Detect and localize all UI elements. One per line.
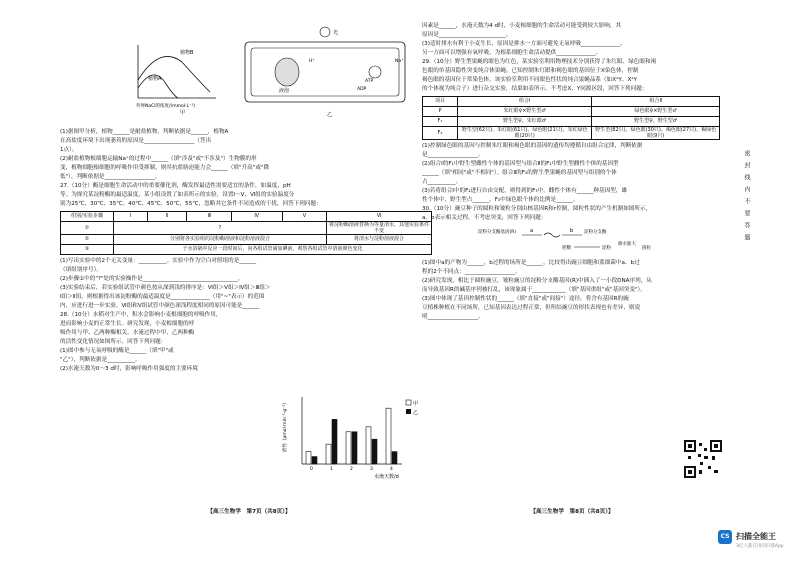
q28-c: 吸作用与甲、乙两种酶相关，水淹过程中甲、乙两种酶 bbox=[60, 330, 195, 336]
plant-a-label: 植物A bbox=[148, 76, 162, 82]
q30-3: (3)图中体现了基因控制性状的______（填"直接"或"间接"）途径。将含有基因R的豌 bbox=[422, 296, 629, 302]
legend-swatch-yi bbox=[406, 409, 411, 414]
right-footer: 【高三生物学 第8页（共8页）】 bbox=[530, 509, 614, 515]
right-page bbox=[422, 0, 722, 520]
plant-b-label: 植物B bbox=[180, 50, 194, 56]
chart-xlabel: 水淹天数/d bbox=[374, 474, 399, 480]
left-footer: 【高三生物学 第7页（共8页）】 bbox=[207, 509, 291, 515]
bar-乙-3 bbox=[372, 439, 377, 464]
h-label: H⁺ bbox=[309, 59, 315, 64]
r-l1: 因素是______，水淹天数为4 d时，小麦根细胞的生命活动可能受到较大影响，其 bbox=[422, 23, 622, 29]
q26-1: (1)据图甲分析，植物______是耐盐植物，判断依据是______，植物A bbox=[60, 129, 229, 135]
q28-b: 进而影响小麦的正常生长。研究发现，小麦根细胞的呼 bbox=[60, 321, 195, 327]
q29-c: 褐色眼的基因位于常染色体。该实验室利用不同眼色性状的纯合果蝇品系（如XᴬY、XᵃY bbox=[422, 77, 637, 83]
na-label: Na⁺ bbox=[395, 59, 404, 64]
scanner-sub: 3亿人都在用的扫描App bbox=[736, 544, 784, 549]
q26-1b: 在高盐度环境下出现萎蔫的原因是__________________（答出 bbox=[60, 138, 212, 144]
q30-3b: 豆植株种植在不同场所，已知基因表达过程正常，但所结豌豆的形状表现也有差异，则说 bbox=[422, 305, 641, 311]
q30-2: (2)研究发现，相比于圆粒豌豆，皱粒豌豆的淀粉分支酶基因(R)中插入了一小段DNA序列，从 bbox=[422, 278, 652, 284]
table-head-g6: Ⅵ bbox=[327, 212, 432, 222]
figure-jia bbox=[120, 40, 220, 115]
q30-1b: 程的2个不同点：__________________。 bbox=[422, 269, 521, 275]
svg-text:吸水胀大: 吸水胀大 bbox=[618, 242, 636, 247]
q29-3: (3)若将组合Ⅰ中的F₂进行自由交配，则得到的F₃中，雌性个体有______种基因型，雄 bbox=[422, 188, 628, 194]
adp-label: ADP bbox=[357, 87, 367, 92]
q28-1b: "乙"），判断依据是__________。 bbox=[60, 357, 141, 363]
bar-甲-3 bbox=[366, 427, 371, 464]
q29-1: (1)控制绿色眼的基因与控制朱红眼和褐色眼的基因的遗传均遵循自由组合定律，判断依据 bbox=[422, 143, 643, 149]
gene-expression-diagram bbox=[422, 223, 722, 255]
figure-yi bbox=[235, 20, 415, 120]
r-l3: (3)适时排水有利于小麦生长，原因是排水一方面可避免无氧呼吸______________， bbox=[422, 41, 626, 47]
bar-乙-0 bbox=[312, 457, 317, 464]
atp-label: ATP bbox=[365, 79, 374, 84]
table-row: F₂ 野生型(62只)、朱红眼(61只)、绿色眼(21只)、朱红绿色眼(20只) 野生型(82只)、绿色眼(30只)、褐色眼(27只)、褐绿色眼(9只) bbox=[423, 127, 720, 140]
table-row: ③ 于水浴锅中反应一段时间后，向各组试管滴加碘液，观察各组试管中溶液颜色变化 bbox=[61, 245, 432, 255]
q27-a: 27.（10分）酶是细胞生命活动中的重要催化剂，酶发挥最适性需要适宜的条件，如温度，pH bbox=[60, 183, 291, 189]
q29-2b: ______（填"相同"或"不相同"）。组合Ⅱ的F₂的野生型果蝇的基因型与组别的个体 bbox=[422, 170, 617, 176]
q29-2: (2)组合Ⅰ的F₁中野生型雌性个体的基因型与组合Ⅱ的F₁中野生型雌性个体的基因型 bbox=[422, 161, 619, 167]
vacuole-label: 液泡 bbox=[279, 88, 290, 94]
table-head-g3: Ⅲ bbox=[187, 212, 231, 222]
q27-c: 别为25℃、30℃、35℃、40℃、45℃、50℃、55℃，忽略其它条件不同造成的干扰，回答下列问题： bbox=[60, 201, 322, 207]
legend-jia: 甲 bbox=[413, 401, 419, 407]
x-tick-label: 4 bbox=[390, 467, 393, 472]
fig1-xlabel: 外界NaCl的浓度/(mmol·L⁻¹) bbox=[136, 104, 195, 109]
q29-3b: 性个体中，野生型占______，F₃中绿色眼个体的比例是______。 bbox=[422, 197, 579, 203]
bar-甲-2 bbox=[346, 432, 351, 464]
q29-2c: 占__________。 bbox=[422, 179, 462, 185]
q26-2: (2)耐盐植物根细胞运输Na⁺的过程中______（填"涉及"或"不涉及"）生物膜的形 bbox=[60, 156, 257, 162]
bar-甲-0 bbox=[306, 452, 311, 464]
fig2-caption: 乙 bbox=[327, 112, 333, 118]
svg-text:淀粉分支酶: 淀粉分支酶 bbox=[584, 230, 607, 235]
scanner-watermark bbox=[680, 528, 800, 558]
q28-d: 的活性变化情况如图所示。回答下列问题： bbox=[60, 339, 167, 345]
q27-1: (1)写出实验中的2个无关变量：__________。实验中作为空白对照组的是______ bbox=[60, 258, 257, 264]
q28-a: 28.（10分）水稻对生产中，积水会影响小麦根细胞的呼吸作用， bbox=[60, 312, 222, 318]
scanner-brand: 扫描全能王 bbox=[736, 532, 776, 541]
qr-code-icon bbox=[684, 440, 722, 478]
x-tick-label: 1 bbox=[330, 467, 333, 472]
left-page bbox=[60, 0, 438, 520]
q27-1b: （填组别序号）。 bbox=[60, 267, 102, 273]
x-tick-label: 2 bbox=[350, 467, 353, 472]
q27-3: (3)实验结束后，若实验组试管中颜色按从深到浅的排序是：Ⅵ组＞Ⅴ组＞Ⅳ组＞Ⅲ组＞ bbox=[60, 285, 271, 291]
light-label: 光 bbox=[333, 30, 339, 36]
q26-2b: 变，植物细胞根细胞的呼吸作用受抑制，则其抗盐胁迫能力会______（填"升高"或"降 bbox=[60, 165, 270, 171]
x-tick-label: 0 bbox=[310, 467, 313, 472]
legend-yi: 乙 bbox=[413, 410, 419, 416]
svg-text:淀粉: 淀粉 bbox=[602, 246, 611, 251]
bar-乙-4 bbox=[392, 452, 397, 464]
fig1-caption: 甲 bbox=[180, 110, 186, 115]
q27-3b: Ⅰ组＞Ⅱ组，则根据得出该淀粉酶的最适温度是______________（用"~"表示）的范围 bbox=[60, 294, 265, 300]
table-head-g4: Ⅳ bbox=[231, 212, 282, 222]
bar-乙-2 bbox=[352, 432, 357, 464]
table-head-g1: Ⅰ bbox=[114, 212, 148, 222]
table-row: ② 分别将各实验组的淀粉酶溶液和淀粉溶液混合 将清水与淀粉溶液混合 bbox=[61, 235, 432, 245]
cross-table: 项目 组合Ⅰ 组合Ⅱ P 朱红眼♀×野生型♂ 绿色眼♀×野生型♂ F₁ 野生型♀、朱红眼♂ 野生型♀、野生型♂ F₂ 野生型(62只)、朱红眼(61只)、绿色眼(21只)、朱红绿色眼(20只) 野生型(82只)、绿色眼(30只)、褐色眼(27只)、褐绿色眼(9只) bbox=[422, 96, 720, 140]
table-corner: 组别/实验步骤 bbox=[61, 212, 114, 222]
cs-logo-icon: CS bbox=[718, 530, 732, 544]
svg-text:圆粒: 圆粒 bbox=[642, 246, 651, 251]
q28-2: (2)水淹天数为0～3 d时，影响呼吸作用强度的主要环境 bbox=[60, 366, 198, 372]
bar-乙-1 bbox=[332, 419, 337, 464]
q26-2c: 低"），判断依据是__________________。 bbox=[60, 174, 161, 180]
enzyme-activity-chart bbox=[282, 392, 432, 482]
q30-1: (1)图中a的产物为______，b过程的场所是______。比较得出豌豆细胞和蓝细菌中a、b过 bbox=[422, 260, 640, 266]
q29-d: 的个体视为纯合子）进行杂交实验，结果如表所示。不考虑X、Y同源区段，回答下列问题： bbox=[422, 86, 648, 92]
r-l2: 原因是________________________。 bbox=[422, 32, 512, 38]
experiment-table bbox=[60, 211, 432, 255]
table-head-g2: Ⅱ bbox=[148, 212, 187, 222]
svg-text:a: a bbox=[530, 228, 534, 234]
seal-line-text: 密 封 线 内 不 要 答 题 bbox=[743, 150, 750, 240]
q27-3c: 内，应进行进一步实验。Ⅵ组和Ⅴ组试管中颜色深浅程度相同的原因可能是______ bbox=[60, 303, 260, 309]
q30-3c: 明__________________。 bbox=[422, 314, 484, 320]
bar-甲-4 bbox=[386, 408, 391, 464]
table-row: P 朱红眼♀×野生型♂ 绿色眼♀×野生型♂ bbox=[423, 107, 720, 117]
table-row: F₁ 野生型♀、朱红眼♂ 野生型♀、野生型♂ bbox=[423, 117, 720, 127]
bar-甲-1 bbox=[326, 444, 331, 464]
q26-1c: 1点）。 bbox=[60, 147, 78, 153]
svg-text:b: b bbox=[570, 228, 574, 234]
q30-2b: 而导致基因R的碱基序列被打乱，该现象属于____________（填"基因重组"或"基因突变"）。 bbox=[422, 287, 646, 293]
x-tick-label: 3 bbox=[370, 467, 373, 472]
sun-icon bbox=[320, 27, 330, 37]
table-head-g5: Ⅴ bbox=[282, 212, 326, 222]
svg-text:淀粉分支酶基因(R): 淀粉分支酶基因(R) bbox=[478, 230, 517, 235]
legend-swatch-jia bbox=[406, 400, 411, 405]
q29-1b: 是__________________。 bbox=[422, 152, 484, 158]
svg-text:蔗糖: 蔗糖 bbox=[562, 246, 571, 251]
q30-a: 30.（10分）豌豆种子的圆粒和皱粒分别由核基因R和r控制，圆粒性状的产生机制如图所示， bbox=[422, 206, 652, 212]
table-row: ① ? 将淀粉酶溶液替换为等量清水，其他实验条件不变 bbox=[61, 222, 432, 235]
q29-b: 色眼的单基因隐性突变纯合体果蝇。已知控制朱红眼和褐色眼的基因位于X染色体，控制 bbox=[422, 68, 639, 74]
q30-b: a、b表示相关过程。不考虑突变，回答下列问题： bbox=[422, 215, 547, 221]
q27-b: 等。为探究某淀粉酶的最适温度，某小组设置了如表所示的实验，设置Ⅰ～Ⅴ、Ⅵ组的实验温度分 bbox=[60, 192, 295, 198]
q28-1: (1)图中参与无氧呼吸的酶是______（填"甲"或 bbox=[60, 348, 174, 354]
q29-a: 29.（10分）野生型果蝇的眼色为红色，某实验室利用物理技术分别获得了朱红眼、绿色眼和褐 bbox=[422, 59, 657, 65]
r-l4: 另一方面可以增强有氧呼吸，为根系细胞生命活动提供______________。 bbox=[422, 50, 602, 56]
q27-2: (2)步骤①中的"?"处的实验操作是__________________________________。 bbox=[60, 276, 244, 282]
chart-ylabel: 活性（μmol·min⁻¹·g⁻¹） bbox=[283, 400, 288, 452]
